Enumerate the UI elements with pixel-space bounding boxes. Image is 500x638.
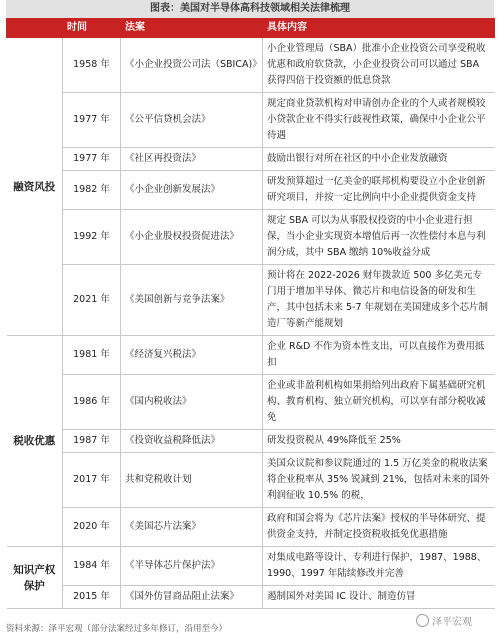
table-row <box>7 38 495 93</box>
header-category <box>7 19 63 38</box>
law-cell: 《小企业投资公司法（SBICA)》 <box>121 38 263 93</box>
header-law: 法案 <box>121 19 263 38</box>
watermark-logo-icon <box>416 614 429 627</box>
content-cell: 预计将在 2022-2026 财年拨款近 500 多亿美元专门用于增加半导体、微芯片和电信设备的研发和生产，其中包括未来 5-7 年规划在美国建成多个芯片制造厂等新产能规划 <box>263 265 495 336</box>
law-cell: 《公平信贷机会法》 <box>121 93 263 148</box>
content-cell: 鼓励出银行对所在社区的中小企业发放融资 <box>263 148 495 171</box>
year-cell: 2017 年 <box>63 453 121 508</box>
law-cell: 《社区再投资法》 <box>121 148 263 171</box>
content-cell: 规定商业贷款机构对申请创办企业的个人或者规模较小贷款企业不得实行歧视性政策，确保中小企业公平待遇 <box>263 93 495 148</box>
content-cell: 美国众议院和参议院通过的 1.5 万亿美金的税收法案将企业税率从 35% 锐减到 21%，包括对未来的国外利润征收 10.5% 的税， <box>263 453 495 508</box>
year-cell: 1958 年 <box>63 38 121 93</box>
table-row <box>7 547 495 586</box>
content-cell: 规定 SBA 可以为从事股权投资的中小企业进行担保，当小企业实现资本增值后再一次性偿付本息与利润分成，其中 SBA 缴纳 10%收益分成 <box>263 210 495 265</box>
law-cell: 《小企业创新发展法》 <box>121 171 263 210</box>
table-row <box>7 148 495 171</box>
law-cell: 《国内税收法》 <box>121 375 263 430</box>
header-row <box>7 19 495 38</box>
law-cell: 《美国创新与竞争法案》 <box>121 265 263 336</box>
content-cell: 对集成电路等设计、专利进行保护，1987、1988、1990、1997 年陆续修改并完善 <box>263 547 495 586</box>
year-cell: 1987 年 <box>63 430 121 453</box>
year-cell: 1981 年 <box>63 336 121 375</box>
table-row <box>7 508 495 547</box>
content-cell: 小企业管理局（SBA）批准小企业投资公司享受税收优惠和政府软贷款，小企业投资公司可以通过 SBA 获得四倍于投资额的低息贷款 <box>263 38 495 93</box>
year-cell: 1984 年 <box>63 547 121 586</box>
table-row <box>7 265 495 336</box>
table-row <box>7 171 495 210</box>
category-financing: 融资风投 <box>7 38 63 336</box>
law-cell: 《经济复兴税法》 <box>121 336 263 375</box>
year-cell: 2020 年 <box>63 508 121 547</box>
year-cell: 1977 年 <box>63 148 121 171</box>
law-table <box>6 18 495 609</box>
watermark <box>416 613 472 628</box>
year-cell: 1982 年 <box>63 171 121 210</box>
table-title: 图表：美国对半导体高科技领域相关法律梳理 <box>6 0 494 18</box>
content-cell: 企业或非盈利机构如果捐给列出政府下属基础研究机构、教育机构、独立研究机构，可以享有部分税收减免 <box>263 375 495 430</box>
table-row <box>7 430 495 453</box>
category-ip: 知识产权保护 <box>7 547 63 609</box>
source-note: 资料来源：泽平宏观（部分法案经过多年修订，沿用至今） <box>6 624 228 634</box>
law-cell: 《美国芯片法案》 <box>121 508 263 547</box>
watermark-text: 泽平宏观 <box>432 617 472 628</box>
table-row <box>7 93 495 148</box>
content-cell: 遏制国外对美国 IC 设计、制造仿冒 <box>263 586 495 609</box>
content-cell: 政府和国会将为《芯片法案》授权的半导体研究、提供资金支持，并制定投资税收抵免优惠措施 <box>263 508 495 547</box>
year-cell: 1986 年 <box>63 375 121 430</box>
law-cell: 《小企业股权投资促进法》 <box>121 210 263 265</box>
law-cell: 《国外仿冒商品阻止法案》 <box>121 586 263 609</box>
table-row <box>7 586 495 609</box>
year-cell: 1992 年 <box>63 210 121 265</box>
law-cell: 《半导体芯片保护法》 <box>121 547 263 586</box>
law-cell: 共和党税收计划 <box>121 453 263 508</box>
content-cell: 研发预算超过一亿美金的联邦机构要设立小企业创新研究项目，并按一定比例向中小企业提供资金支持 <box>263 171 495 210</box>
content-cell: 企业 R&D 不作为资本性支出，可以直接作为费用抵扣 <box>263 336 495 375</box>
content-cell: 研发投资税从 49%降低至 25% <box>263 430 495 453</box>
header-time: 时间 <box>63 19 121 38</box>
table-row <box>7 210 495 265</box>
year-cell: 1977 年 <box>63 93 121 148</box>
header-content: 具体内容 <box>263 19 495 38</box>
table-row <box>7 453 495 508</box>
category-tax: 税收优惠 <box>7 336 63 547</box>
law-cell: 《投资收益税降低法》 <box>121 430 263 453</box>
table-row <box>7 375 495 430</box>
year-cell: 2021 年 <box>63 265 121 336</box>
year-cell: 2015 年 <box>63 586 121 609</box>
table-row <box>7 336 495 375</box>
